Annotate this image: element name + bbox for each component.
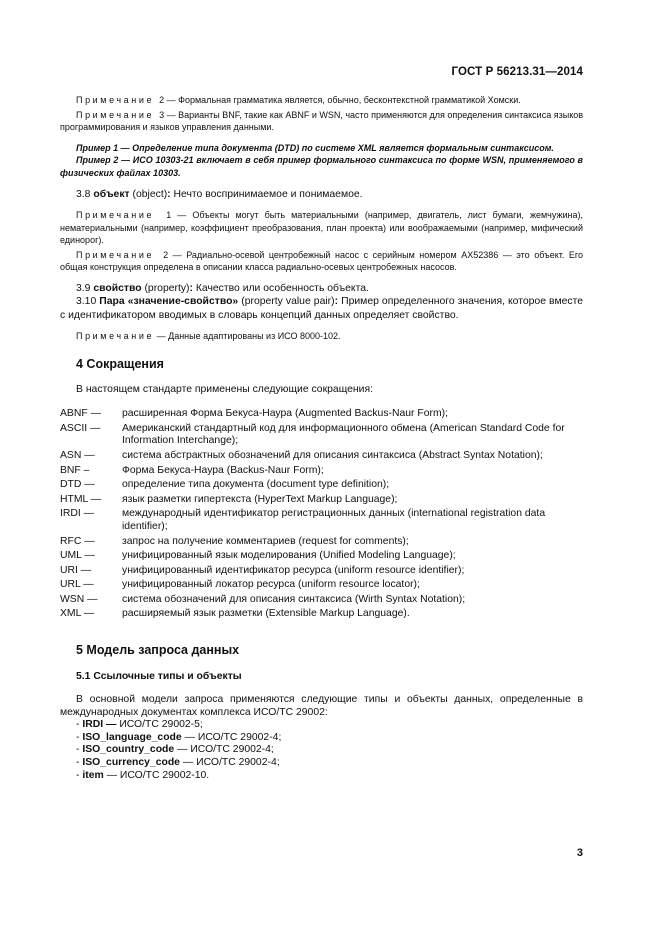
note-label: Примечание <box>76 209 155 220</box>
abbr-key: IRDI — <box>60 508 95 520</box>
note-number: 1 <box>166 209 172 220</box>
abbr-key: WSN — <box>60 593 98 605</box>
term-colon: : <box>167 188 171 200</box>
note-label: Примечание <box>76 249 155 260</box>
note-number: 3 <box>159 109 165 120</box>
note-label: Примечание <box>76 95 155 105</box>
document-header: ГОСТ Р 56213.31—2014 <box>451 66 583 78</box>
section-5-1-intro: В основной модели запроса применяются следующие типы и объекты данных, определенные в международных документах комплекса ИСО/ТС 29002: <box>60 694 583 718</box>
section-5-1-title: 5.1 Ссылочные типы и объекты <box>76 671 242 683</box>
abbreviation-item <box>60 594 583 607</box>
term-number: 3.8 <box>76 188 91 200</box>
item-name: ISO_country_code <box>82 744 175 756</box>
abbr-key: ABNF — <box>60 408 101 420</box>
note-text: Формальная грамматика является, обычно, бесконтекстной грамматикой Хомски. <box>178 95 521 105</box>
item-ref: — ИСО/ТС 29002-4; <box>177 744 274 756</box>
page-content <box>60 92 583 782</box>
abbreviation-item <box>60 494 583 507</box>
item-name: item <box>82 769 104 781</box>
reference-list <box>60 719 583 782</box>
abbr-def: международный идентификатор регистрационных данных (international registration data identifier); <box>122 508 546 532</box>
term-3-9 <box>60 282 583 295</box>
item-ref: — ИСО/ТС 29002-4; <box>184 731 282 743</box>
term-number: 3.10 <box>76 296 97 308</box>
abbr-def: Американский стандартный код для информационного обмена (American Standard Code for Information Interchange); <box>122 422 565 447</box>
abbr-key: BNF – <box>60 464 90 476</box>
term-name: свойство <box>93 282 142 294</box>
note-text: Варианты BNF, такие как ABNF и WSN, часто применяются для определения синтаксиса языков программирования и языков управления данными. <box>60 109 584 133</box>
term-3-10 <box>60 295 583 322</box>
term-english: (property) <box>144 282 190 294</box>
note-3-top: Примечание 3 — Варианты BNF, такие как ABNF и WSN, часто применяются для определения синтаксиса языков программирования и языков управления данными. <box>60 109 584 133</box>
note-2-top: Примечание 2 — Формальная грамматика является, обычно, бесконтекстной грамматикой Хомски. <box>76 95 521 105</box>
abbreviation-item <box>60 408 583 421</box>
term-colon: : <box>189 282 193 294</box>
term-definition: Качество или особенность объекта. <box>195 282 369 294</box>
abbr-key: RFC — <box>60 535 95 547</box>
note-text: Радиально-осевой центробежный насос с серийным номером AX52386 — это объект. Его общая конструкция определена в описании класса радиально-осевых центробежных насосов. <box>60 249 583 273</box>
abbreviation-item <box>60 508 583 533</box>
note-number: 2 <box>159 95 165 105</box>
note-3-8-1: Примечание 1 — Объекты могут быть материальными (например, двигатель, лист бумаги, жемчужина), нематериальными (например, коэффициент преобразования, план проекта) или воображаемыми (например, мифический единорог). <box>60 209 583 246</box>
abbreviation-item <box>60 608 583 621</box>
item-name: ISO_language_code <box>82 731 182 743</box>
list-item: - IRDI — ИСО/ТС 29002-5; <box>76 719 203 731</box>
abbr-def: расширенная Форма Бекуса-Наура (Augmented Backus-Naur Form); <box>122 408 448 420</box>
term-colon: : <box>334 296 339 308</box>
list-item: - item — ИСО/ТС 29002-10. <box>76 769 210 781</box>
abbreviation-item <box>60 465 583 478</box>
section-5-title: 5 Модель запроса данных <box>76 643 240 658</box>
term-english: (object) <box>132 188 168 200</box>
abbreviation-item <box>60 579 583 592</box>
section-4-intro: В настоящем стандарте применены следующие сокращения: <box>76 383 373 395</box>
term-number: 3.9 <box>76 282 91 294</box>
list-item: - ISO_language_code — ИСО/ТС 29002-4; <box>76 731 282 743</box>
note-label: Примечание <box>76 109 155 120</box>
note-3-10: Примечание — Данные адаптированы из ИСО 8000-102. <box>76 331 341 342</box>
term-definition: Нечто воспринимаемое и понимаемое. <box>173 188 363 200</box>
abbr-def: унифицированный локатор ресурса (uniform resource locator); <box>122 579 420 591</box>
abbr-key: XML — <box>60 608 95 620</box>
abbr-def: расширяемый язык разметки (Extensible Markup Language). <box>122 608 410 620</box>
item-ref: — ИСО/ТС 29002-10. <box>106 769 210 781</box>
abbr-key: DTD — <box>60 479 95 491</box>
term-name: Пара «значение-свойство» <box>99 296 239 308</box>
abbreviation-item <box>60 423 583 448</box>
item-ref: — ИСО/ТС 29002-4; <box>182 757 280 769</box>
note-number: 2 <box>163 249 169 260</box>
section-4-title: 4 Сокращения <box>76 356 164 371</box>
abbr-def: унифицированный язык моделирования (Unified Modeling Language); <box>122 550 456 562</box>
note-label: Примечание <box>76 331 155 342</box>
abbreviation-item <box>60 450 583 463</box>
abbr-def: определение типа документа (document type definition); <box>122 479 390 491</box>
abbr-def: система обозначений для описания синтаксиса (Wirth Syntax Notation); <box>122 593 466 605</box>
abbreviation-item <box>60 536 583 549</box>
note-3-8-2: Примечание 2 — Радиально-осевой центробежный насос с серийным номером AX52386 — это объект. Его общая конструкция определена в описании класса радиально-осевых центробежных насосов. <box>60 249 583 273</box>
abbr-def: Форма Бекуса-Наура (Backus-Naur Form); <box>122 464 324 476</box>
abbr-key: ASCII — <box>60 422 101 434</box>
abbr-key: URI — <box>60 564 92 576</box>
item-name: IRDI — <box>82 719 117 731</box>
example-2: Пример 2 — ИСО 10303-21 включает в себя пример формального синтаксиса по форме WSN, применяемого в физических файлах 10303. <box>60 155 583 178</box>
abbreviation-item <box>60 565 583 578</box>
abbreviation-item <box>60 479 583 492</box>
item-ref: ИСО/ТС 29002-5; <box>119 719 203 731</box>
abbreviation-list <box>60 408 583 621</box>
abbr-def: запрос на получение комментариев (request for comments); <box>122 535 409 547</box>
example-1: Пример 1 — Определение типа документа (DTD) по системе XML является формальным синтаксисом. <box>76 142 554 153</box>
abbreviation-item <box>60 550 583 563</box>
term-name: объект <box>93 188 130 200</box>
list-item: - ISO_country_code — ИСО/ТС 29002-4; <box>76 744 274 756</box>
term-3-8 <box>60 188 583 201</box>
term-english: (property value pair) <box>241 296 335 308</box>
abbr-def: язык разметки гипертекста (HyperText Markup Language); <box>122 493 398 505</box>
item-name: ISO_currency_code <box>82 757 180 769</box>
list-item: - ISO_currency_code — ИСО/ТС 29002-4; <box>76 757 280 769</box>
abbr-key: UML — <box>60 550 95 562</box>
page-number: 3 <box>576 847 583 859</box>
abbr-def: унифицированный идентификатор ресурса (uniform resource identifier); <box>122 564 465 576</box>
abbr-key: HTML — <box>60 493 102 505</box>
note-text: Данные адаптированы из ИСО 8000-102. <box>168 331 341 342</box>
term-definition: Пример определенного значения, которое вместе с идентификатором вводимых в словарь концепций данных определяет свойство. <box>60 296 583 321</box>
abbr-key: ASN — <box>60 449 95 461</box>
abbr-def: система абстрактных обозначений для описания синтаксиса (Abstract Syntax Notation); <box>122 449 543 461</box>
abbr-key: URL — <box>60 579 94 591</box>
note-text: Объекты могут быть материальными (например, двигатель, лист бумаги, жемчужина), нематериальными (например, коэффициент преобразования, план проекта) или воображаемыми (например, мифический единорог). <box>60 209 583 246</box>
